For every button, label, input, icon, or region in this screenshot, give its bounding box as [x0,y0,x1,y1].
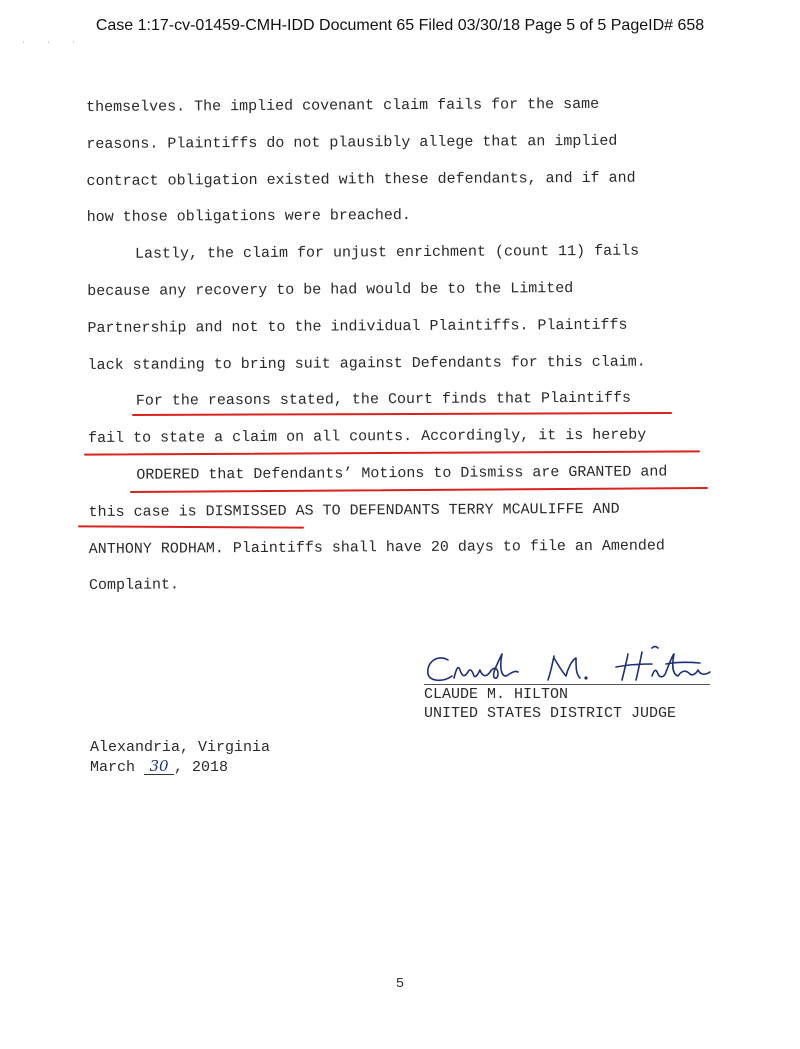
body-line: themselves. The implied covenant claim fails for the same [86,95,600,116]
scan-specks: · · · [22,38,85,47]
body-line: contract obligation existed with these defendants, and if and [86,169,636,190]
date-day-handwritten: 30 [144,758,174,775]
place-city: Alexandria, Virginia [90,739,271,756]
body-line: Lastly, the claim for unjust enrichment (count 11) fails [134,242,640,263]
place-and-date [90,738,270,778]
judge-name: CLAUDE M. HILTON [424,686,569,703]
body-line: ANTHONY RODHAM. Plaintiffs shall have 20 days to file an Amended [88,537,665,558]
body-line: fail to state a claim on all counts. Accordingly, it is hereby [88,426,647,448]
case-header: Case 1:17-cv-01459-CMH-IDD Document 65 Filed 03/30/18 Page 5 of 5 PageID# 658 [95,17,705,34]
order-date [90,758,270,778]
body-line: reasons. Plaintiffs do not plausibly allege that an implied [86,132,618,153]
body-line: this case is DISMISSED AS TO DEFENDANTS TERRY MCAULIFFE AND [88,500,620,521]
order-body [86,89,729,608]
body-line: Complaint. [88,576,180,595]
body-line: ORDERED that Defendants’ Motions to Dismiss are GRANTED and [136,463,668,484]
handwritten-signature [420,640,720,688]
date-year: , 2018 [174,759,229,776]
body-line: Partnership and not to the individual Plaintiffs. Plaintiffs [87,316,628,337]
page-number: 5 [395,976,405,992]
body-line: because any recovery to be had would be to the Limited [87,280,574,300]
body-line: lack standing to bring suit against Defendants for this claim. [87,353,646,374]
body-line: For the reasons stated, the Court finds that Plaintiffs [135,390,632,411]
date-month: March [90,759,136,776]
body-line: how those obligations were breached. [86,207,411,227]
judge-title: UNITED STATES DISTRICT JUDGE [424,705,677,722]
signature-block [424,640,720,723]
